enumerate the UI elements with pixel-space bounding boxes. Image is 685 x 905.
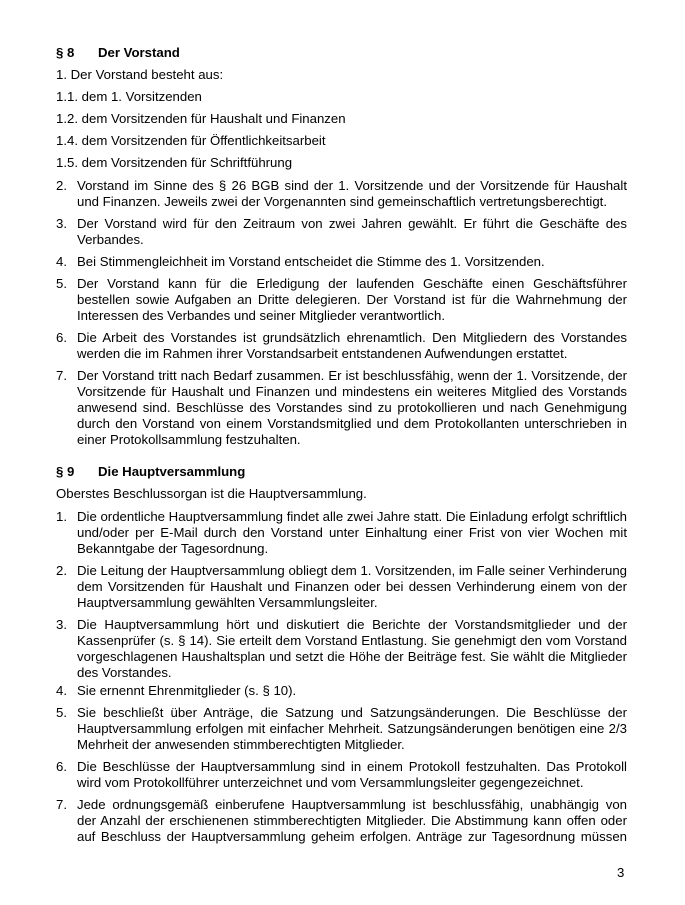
list-item	[56, 759, 627, 791]
intro-line: 1.4. dem Vorsitzenden für Öffentlichkeitsarbeit	[56, 133, 326, 148]
page-number: 3	[617, 865, 625, 880]
item-number: 5.	[56, 276, 67, 291]
item-number: 2.	[56, 178, 67, 193]
item-text: Die Beschlüsse der Hauptversammlung sind in einem Protokoll festzuhalten. Das Protokoll wird vom Protokollführer unterzeichnet und vom Versammlungsleiter gegengezeichnet.	[77, 759, 627, 790]
list-item	[56, 705, 627, 753]
item-text: Die Hauptversammlung hört und diskutiert die Berichte der Vorstandsmitglieder und der Kassenprüfer (s. § 14). Sie erteilt dem Vorstand Entlastung. Sie genehmigt den vom Vorstand vorgeschlagenen Haushaltsplan und setzt die Höhe der Beiträge fest. Sie wählt die Mitglieder des Vorstandes.	[77, 617, 627, 680]
section-title: Der Vorstand	[98, 45, 180, 60]
intro-line: 1.1. dem 1. Vorsitzenden	[56, 89, 202, 104]
item-number: 6.	[56, 330, 67, 345]
item-text: Der Vorstand wird für den Zeitraum von zwei Jahren gewählt. Er führt die Geschäfte des Verbandes.	[77, 216, 627, 247]
intro-line: Oberstes Beschlussorgan ist die Hauptversammlung.	[56, 486, 367, 501]
list-item	[56, 178, 627, 210]
item-text: Sie beschließt über Anträge, die Satzung und Satzungsänderungen. Die Beschlüsse der Hauptversammlung erfolgen mit einfacher Mehrheit. Satzungsänderungen benötigen eine 2/3 Mehrheit der anwesenden stimmberechtigten Mitglieder.	[77, 705, 627, 752]
section-heading-9	[56, 464, 245, 480]
item-text: Der Vorstand tritt nach Bedarf zusammen. Er ist beschlussfähig, wenn der 1. Vorsitzende, der Vorsitzende für Haushalt und Finanzen und mindestens ein weiteres Mitglied des Vorstands anwesend sind. Beschlüsse des Vorstandes sind zu protokollieren und nach Genehmigung durch den Vorstand von einem Vorstandsmitglied und dem Protokollanten unterschrieben in einer Protokollsammlung festzuhalten.	[77, 368, 627, 447]
list-item	[56, 330, 627, 362]
list-item	[56, 276, 627, 324]
section-title: Die Hauptversammlung	[98, 464, 246, 479]
list-item	[56, 797, 627, 845]
section-heading-8	[56, 45, 180, 61]
list-item	[56, 617, 627, 681]
item-text: Jede ordnungsgemäß einberufene Hauptversammlung ist beschlussfähig, unabhängig von der Anzahl der erschienenen stimmberechtigten Mitglieder. Die Abstimmung kann offen oder auf Beschluss der Hauptversammlung geheim erfolgen. Anträge zur Tagesordnung müssen	[77, 797, 627, 844]
item-text: Der Vorstand kann für die Erledigung der laufenden Geschäfte einen Geschäftsführer bestellen sowie Aufgaben an Dritte delegieren. Der Vorstand ist für die Wahrnehmung der Interessen des Verbandes und seiner Mitglieder verantwortlich.	[77, 276, 627, 323]
item-number: 7.	[56, 368, 67, 383]
item-number: 4.	[56, 254, 67, 269]
section-number: § 8	[56, 45, 75, 60]
item-number: 3.	[56, 617, 67, 632]
item-text: Die ordentliche Hauptversammlung findet alle zwei Jahre statt. Die Einladung erfolgt schriftlich und/oder per E-Mail durch den Vorstand unter Einhaltung einer Frist von vier Wochen mit Bekanntgabe der Tagesordnung.	[77, 509, 627, 556]
list-item	[56, 563, 627, 611]
item-number: 7.	[56, 797, 67, 812]
list-item	[56, 683, 627, 699]
item-number: 1.	[56, 509, 67, 524]
list-item	[56, 509, 627, 557]
list-item	[56, 216, 627, 248]
item-text: Vorstand im Sinne des § 26 BGB sind der 1. Vorsitzende und der Vorsitzende für Haushalt und Finanzen. Jeweils zwei der Vorgenannten sind gemeinschaftlich vertretungsberechtigt.	[77, 178, 627, 209]
intro-line: 1. Der Vorstand besteht aus:	[56, 67, 224, 82]
item-number: 6.	[56, 759, 67, 774]
item-text: Die Arbeit des Vorstandes ist grundsätzlich ehrenamtlich. Den Mitgliedern des Vorstandes werden die im Rahmen ihrer Vorstandsarbeit entstandenen Aufwendungen erstattet.	[77, 330, 627, 361]
section-number: § 9	[56, 464, 75, 479]
item-number: 4.	[56, 683, 67, 698]
item-text: Bei Stimmengleichheit im Vorstand entscheidet die Stimme des 1. Vorsitzenden.	[77, 254, 545, 269]
list-item	[56, 368, 627, 448]
intro-line: 1.5. dem Vorsitzenden für Schriftführung	[56, 155, 293, 170]
list-item	[56, 254, 627, 270]
item-number: 5.	[56, 705, 67, 720]
item-text: Sie ernennt Ehrenmitglieder (s. § 10).	[77, 683, 297, 698]
item-number: 2.	[56, 563, 67, 578]
intro-line: 1.2. dem Vorsitzenden für Haushalt und Finanzen	[56, 111, 346, 126]
item-text: Die Leitung der Hauptversammlung obliegt dem 1. Vorsitzenden, im Falle seiner Verhinderung dem Vorsitzenden für Haushalt und Finanzen oder bei dessen Verhinderung einem von der Hauptversammlung gewählten Versammlungsleiter.	[77, 563, 627, 610]
item-number: 3.	[56, 216, 67, 231]
